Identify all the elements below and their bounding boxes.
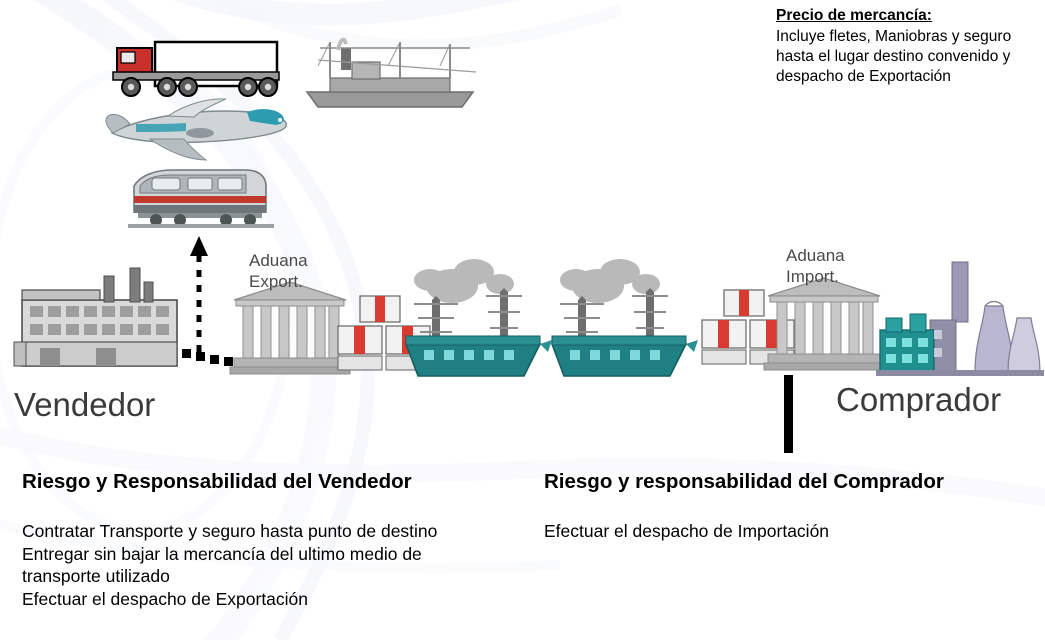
seller-responsibility-title: Riesgo y Responsabilidad del Vendedor: [22, 470, 412, 493]
customs-import-label-line1: Aduana: [786, 246, 845, 265]
cargo-ship-left-icon: [406, 259, 552, 376]
customs-export-label-line2: Export.: [249, 272, 303, 291]
customs-export-label-line1: Aduana: [249, 251, 308, 270]
buyer-responsibility-title: Riesgo y responsabilidad del Comprador: [544, 470, 944, 493]
cargo-ship-right-icon: [552, 259, 698, 376]
airplane-icon: [106, 99, 286, 160]
buyer-responsibility-line: Efectuar el despacho de Importación: [544, 521, 830, 541]
price-note: [776, 6, 1038, 87]
price-note-body: Incluye fletes, Maniobras y seguro hasta el lugar destino convenido y despacho de Exportación: [776, 28, 1012, 85]
buyer-label: Comprador: [836, 381, 1002, 418]
customs-export-label: [249, 250, 308, 292]
power-plant-icon: [876, 262, 1044, 376]
seller-responsibility-block: [22, 470, 522, 610]
seller-responsibility-line: Entregar sin bajar la mercancía del ultimo medio de: [22, 543, 422, 564]
customs-import-building-icon: [764, 278, 884, 370]
customs-import-label-line2: Import.: [786, 267, 839, 286]
dotted-path-ground-icon: [182, 349, 233, 366]
factory-icon: [14, 268, 177, 366]
seller-label: Vendedor: [14, 386, 156, 423]
train-icon: [128, 170, 274, 228]
customs-import-label: [786, 245, 845, 287]
responsibility-divider: [784, 375, 793, 453]
steamship-icon: [307, 40, 476, 107]
seller-responsibility-line: Efectuar el despacho de Exportación: [22, 588, 309, 609]
buyer-responsibility-block: [544, 470, 1024, 543]
customs-export-building-icon: [230, 282, 350, 374]
seller-responsibility-line: Contratar Transporte y seguro hasta punto de destino: [22, 521, 438, 541]
price-note-title: Precio de mercancía:: [776, 7, 932, 24]
truck-icon: [113, 42, 279, 96]
dotted-flow-arrow-icon: [190, 236, 208, 352]
seller-responsibility-line: transporte utilizado: [22, 566, 170, 586]
